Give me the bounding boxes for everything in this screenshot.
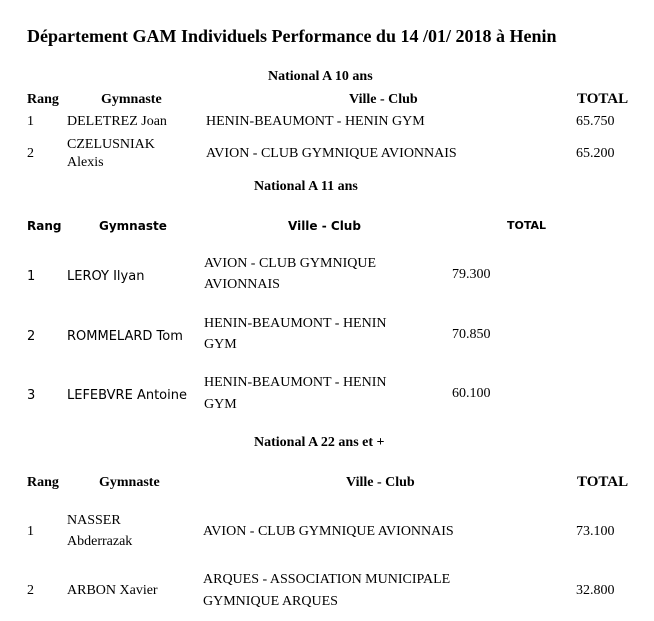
row-gymnast: NASSER (67, 513, 121, 528)
section-heading-national-a-11: National A 11 ans (254, 179, 358, 194)
row-total: 65.200 (576, 146, 615, 161)
row-total: 65.750 (576, 114, 615, 129)
row-gymnast-line2: Abderrazak (67, 534, 133, 549)
col-header-total: TOTAL (577, 474, 629, 490)
row-club-line2: GYM (204, 337, 237, 352)
row-club: AVION - CLUB GYMNIQUE (204, 256, 377, 271)
row-club-line2: AVIONNAIS (204, 277, 280, 292)
col-header-rank: Rang (27, 219, 62, 233)
row-gymnast-line2: Alexis (67, 155, 104, 170)
row-club: HENIN-BEAUMONT - HENIN (204, 316, 387, 331)
row-rank: 1 (27, 114, 34, 129)
row-rank: 2 (27, 583, 34, 598)
col-header-rank: Rang (27, 92, 59, 107)
row-gymnast: CZELUSNIAK (67, 137, 155, 152)
col-header-gymnast: Gymnaste (101, 92, 162, 107)
section-heading-national-a-22-plus: National A 22 ans et + (254, 435, 385, 450)
row-gymnast: ARBON Xavier (67, 583, 158, 598)
row-club: HENIN-BEAUMONT - HENIN GYM (206, 114, 425, 129)
row-rank: 2 (27, 146, 34, 161)
col-header-club: Ville - Club (349, 92, 418, 107)
row-club-line2: GYMNIQUE ARQUES (203, 594, 338, 609)
row-total: 79.300 (452, 267, 491, 282)
row-rank: 1 (27, 524, 34, 539)
row-rank: 1 (27, 269, 36, 284)
row-rank: 3 (27, 388, 36, 403)
col-header-total: TOTAL (577, 91, 629, 107)
row-club-line2: GYM (204, 397, 237, 412)
col-header-rank: Rang (27, 475, 59, 490)
document-title: Département GAM Individuels Performance du 14 /01/ 2018 à Henin (27, 26, 557, 46)
row-total: 32.800 (576, 583, 615, 598)
row-gymnast: DELETREZ Joan (67, 114, 167, 129)
col-header-gymnast: Gymnaste (99, 475, 160, 490)
col-header-club: Ville - Club (346, 475, 415, 490)
row-club: HENIN-BEAUMONT - HENIN (204, 375, 387, 390)
row-rank: 2 (27, 329, 36, 344)
section-heading-national-a-10: National A 10 ans (268, 69, 373, 84)
row-club: AVION - CLUB GYMNIQUE AVIONNAIS (206, 146, 457, 161)
row-gymnast: LEFEBVRE Antoine (67, 388, 187, 403)
row-gymnast: LEROY Ilyan (67, 269, 145, 284)
row-total: 60.100 (452, 386, 491, 401)
row-total: 70.850 (452, 327, 491, 342)
row-gymnast: ROMMELARD Tom (67, 329, 183, 344)
col-header-total: TOTAL (507, 219, 547, 232)
row-club: AVION - CLUB GYMNIQUE AVIONNAIS (203, 524, 454, 539)
col-header-gymnast: Gymnaste (99, 219, 167, 233)
row-club: ARQUES - ASSOCIATION MUNICIPALE (203, 572, 451, 587)
col-header-club: Ville - Club (288, 219, 361, 233)
row-total: 73.100 (576, 524, 615, 539)
